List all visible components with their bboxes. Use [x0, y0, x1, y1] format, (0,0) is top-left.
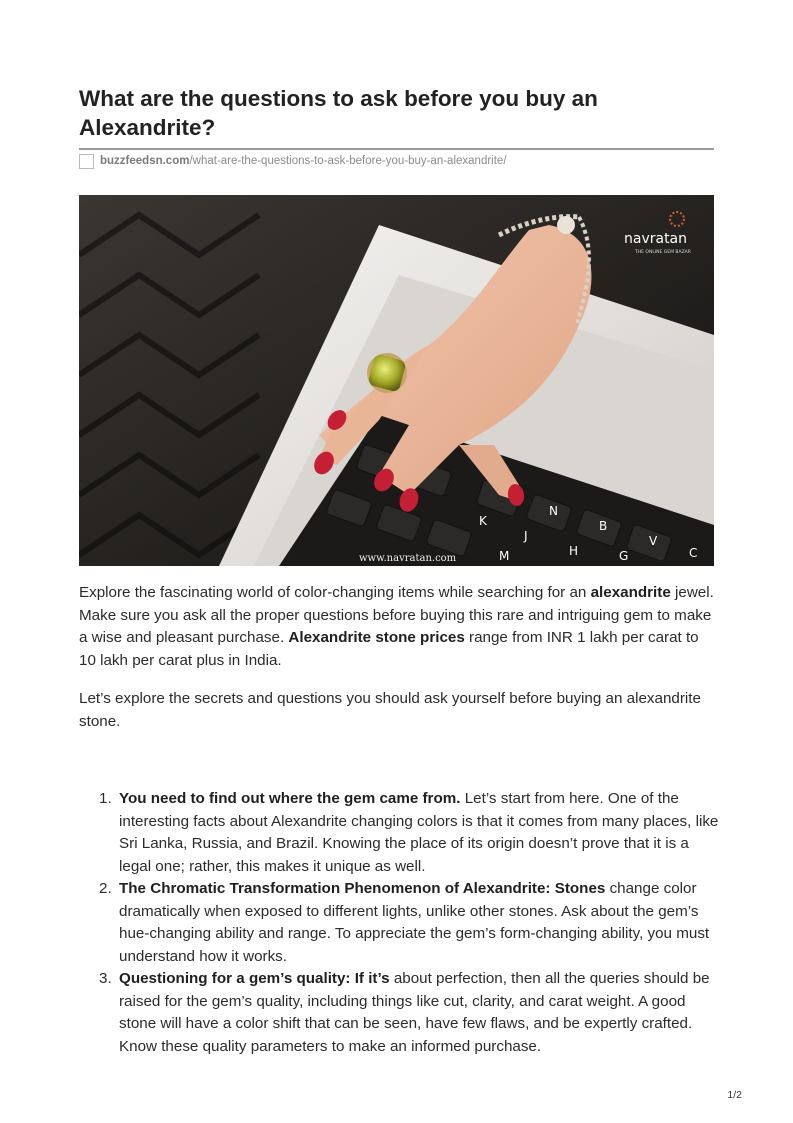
hero-key-j: J [524, 529, 528, 543]
page-number: 1/2 [727, 1089, 742, 1101]
source-url[interactable] [79, 152, 507, 170]
article-title: What are the questions to ask before you buy an Alexandrite? [79, 86, 598, 140]
list-number: 3. [99, 970, 112, 987]
list-item-heading: The Chromatic Transformation Phenomenon of Alexandrite: Stones [119, 880, 606, 897]
source-domain[interactable]: buzzfeedsn.com [100, 155, 190, 167]
list-number: 1. [99, 790, 112, 807]
title-divider [79, 148, 714, 150]
questions-list [99, 788, 719, 1058]
hero-key-n: N [549, 504, 558, 518]
hero-key-b: B [599, 519, 608, 533]
logo-brand: navratan [624, 231, 688, 247]
hero-key-k: K [479, 514, 487, 528]
list-item [99, 968, 719, 1058]
list-item [99, 878, 719, 968]
intro-text-2: jewel. Make sure you ask all the proper questions before buying this rare and intriguing gem to make a wise and pleasant purchase. [79, 584, 714, 646]
source-path[interactable]: /what-are-the-questions-to-ask-before-you-buy-an-alexandrite/ [189, 155, 507, 167]
list-item-text: Let’s start from here. One of the interesting facts about Alexandrite changing colors is that it comes from many places, like Sri Lanka, Russia, and Brazil. Knowing the place of its origin doesn’t prove that it is a legal one; rather, this makes it unique as well. [119, 790, 719, 875]
list-number: 2. [99, 880, 112, 897]
list-item-text: change color dramatically when exposed to different lights, unlike other stones. Ask about the gem’s hue-changing ability and range. To appreciate the gem’s form-changing ability, you must understand how it works. [119, 880, 710, 965]
hero-key-c: C [689, 546, 698, 560]
intro-text-1: Explore the fascinating world of color-changing items while searching for an [79, 584, 591, 601]
intro-bold-alexandrite: alexandrite [590, 584, 671, 601]
intro-bold-prices: Alexandrite stone prices [288, 629, 465, 646]
logo-tagline: THE ONLINE GEM BAZAR [635, 250, 691, 255]
intro-text-3: range from INR 1 lakh per carat to 10 lakh per carat plus in India. [79, 629, 699, 669]
list-item-heading: You need to find out where the gem came from. [119, 790, 461, 807]
hero-key-m: M [499, 549, 510, 563]
hero-key-g: G [619, 549, 629, 563]
hero-image [79, 195, 714, 566]
list-item [99, 788, 719, 878]
hero-key-h: H [569, 544, 579, 558]
list-item-text: about perfection, then all the queries should be raised for the gem’s quality, including things like cut, clarity, and carat weight. A good stone will have a color shift that can be seen, have few flaws, and be expertly crafted. Know these quality parameters to make an informed purchase. [119, 970, 710, 1055]
image-watermark: www.navratan.com [359, 553, 457, 564]
intro-paragraph [79, 582, 719, 672]
list-item-heading: Questioning for a gem’s quality: If it’s [119, 970, 390, 987]
hero-key-v: V [649, 534, 658, 548]
secrets-paragraph: Let’s explore the secrets and questions you should ask yourself before buying an alexandrite stone. [79, 690, 701, 730]
favicon-icon [79, 154, 94, 169]
